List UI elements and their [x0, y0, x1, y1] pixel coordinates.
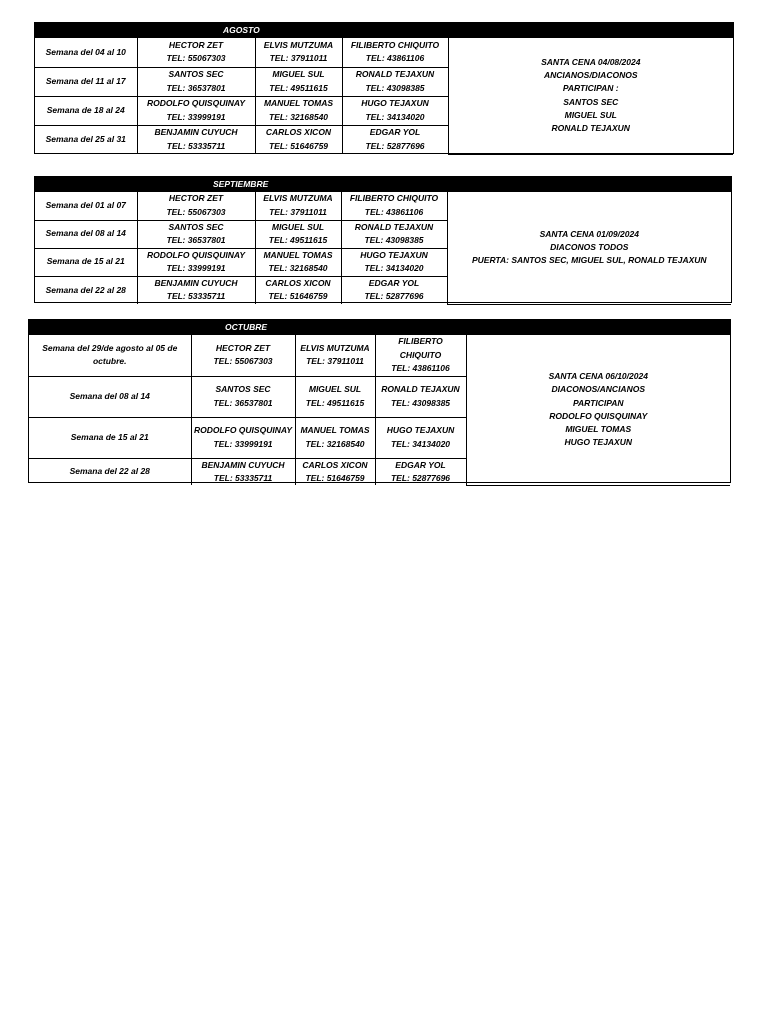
communion-note: SANTA CENA 01/09/2024 DIACONOS TODOS PUERTA: SANTOS SEC, MIGUEL SUL, RONALD TEJAXUN — [447, 192, 731, 304]
member-cell: CARLOS XICON TEL: 51646759 — [295, 458, 375, 485]
month-title: SEPTIEMBRE — [213, 179, 269, 189]
member-cell: RONALD TEJAXUN TEL: 43098385 — [342, 67, 448, 96]
member-cell: RODOLFO QUISQUINAY TEL: 33999191 — [137, 96, 255, 125]
member-cell: BENJAMIN CUYUCH TEL: 53335711 — [137, 125, 255, 154]
table-row — [29, 335, 730, 376]
member-cell: HECTOR ZET TEL: 55067303 — [137, 192, 255, 220]
member-cell: RODOLFO QUISQUINAY TEL: 33999191 — [137, 248, 255, 276]
member-cell: FILIBERTO CHIQUITO TEL: 43861106 — [375, 335, 466, 376]
member-cell: MIGUEL SUL TEL: 49511615 — [295, 376, 375, 417]
schedule-table — [35, 38, 733, 155]
week-label: Semana del 22 al 28 — [35, 276, 137, 304]
week-label: Semana del 22 al 28 — [29, 458, 191, 485]
member-cell: RONALD TEJAXUN TEL: 43098385 — [341, 220, 447, 248]
member-cell: MIGUEL SUL TEL: 49511615 — [255, 67, 342, 96]
communion-note: SANTA CENA 06/10/2024 DIACONOS/ANCIANOS PARTICIPAN RODOLFO QUISQUINAY MIGUEL TOMAS HUGO TEJAXUN — [466, 335, 730, 485]
month-table-octubre — [28, 319, 731, 483]
month-table-agosto — [34, 22, 734, 154]
week-label: Semana del 11 al 17 — [35, 67, 137, 96]
table-row — [35, 192, 731, 220]
member-cell: EDGAR YOL TEL: 52877696 — [341, 276, 447, 304]
week-label: Semana de 15 al 21 — [35, 248, 137, 276]
member-cell: SANTOS SEC TEL: 36537801 — [191, 376, 295, 417]
week-label: Semana del 29/de agosto al 05 de octubre. — [29, 335, 191, 376]
member-cell: MANUEL TOMAS TEL: 32168540 — [255, 96, 342, 125]
member-cell: EDGAR YOL TEL: 52877696 — [342, 125, 448, 154]
week-label: Semana del 04 al 10 — [35, 38, 137, 67]
week-label: Semana de 18 al 24 — [35, 96, 137, 125]
month-title: AGOSTO — [223, 25, 260, 35]
month-header — [35, 177, 731, 192]
week-label: Semana del 25 al 31 — [35, 125, 137, 154]
week-label: Semana del 08 al 14 — [29, 376, 191, 417]
member-cell: BENJAMIN CUYUCH TEL: 53335711 — [191, 458, 295, 485]
member-cell: ELVIS MUTZUMA TEL: 37911011 — [255, 38, 342, 67]
member-cell: SANTOS SEC TEL: 36537801 — [137, 67, 255, 96]
member-cell: RODOLFO QUISQUINAY TEL: 33999191 — [191, 417, 295, 458]
communion-note: SANTA CENA 04/08/2024 ANCIANOS/DIACONOS PARTICIPAN : SANTOS SEC MIGUEL SUL RONALD TEJAXUN — [448, 38, 733, 154]
month-title: OCTUBRE — [225, 322, 268, 332]
member-cell: MANUEL TOMAS TEL: 32168540 — [295, 417, 375, 458]
table-row — [35, 38, 733, 67]
member-cell: EDGAR YOL TEL: 52877696 — [375, 458, 466, 485]
week-label: Semana del 08 al 14 — [35, 220, 137, 248]
member-cell: BENJAMIN CUYUCH TEL: 53335711 — [137, 276, 255, 304]
member-cell: ELVIS MUTZUMA TEL: 37911011 — [295, 335, 375, 376]
member-cell: MANUEL TOMAS TEL: 32168540 — [255, 248, 341, 276]
week-label: Semana del 01 al 07 — [35, 192, 137, 220]
month-header — [35, 23, 733, 38]
schedule-table — [35, 192, 731, 305]
member-cell: CARLOS XICON TEL: 51646759 — [255, 125, 342, 154]
member-cell: HUGO TEJAXUN TEL: 34134020 — [375, 417, 466, 458]
member-cell: FILIBERTO CHIQUITO TEL: 43861106 — [342, 38, 448, 67]
member-cell: SANTOS SEC TEL: 36537801 — [137, 220, 255, 248]
month-table-septiembre — [34, 176, 732, 303]
member-cell: HECTOR ZET TEL: 55067303 — [191, 335, 295, 376]
month-header — [29, 320, 730, 335]
member-cell: ELVIS MUTZUMA TEL: 37911011 — [255, 192, 341, 220]
member-cell: HUGO TEJAXUN TEL: 34134020 — [341, 248, 447, 276]
member-cell: CARLOS XICON TEL: 51646759 — [255, 276, 341, 304]
member-cell: HUGO TEJAXUN TEL: 34134020 — [342, 96, 448, 125]
member-cell: HECTOR ZET TEL: 55067303 — [137, 38, 255, 67]
member-cell: FILIBERTO CHIQUITO TEL: 43861106 — [341, 192, 447, 220]
week-label: Semana de 15 al 21 — [29, 417, 191, 458]
member-cell: RONALD TEJAXUN TEL: 43098385 — [375, 376, 466, 417]
schedule-table — [29, 335, 730, 486]
member-cell: MIGUEL SUL TEL: 49511615 — [255, 220, 341, 248]
